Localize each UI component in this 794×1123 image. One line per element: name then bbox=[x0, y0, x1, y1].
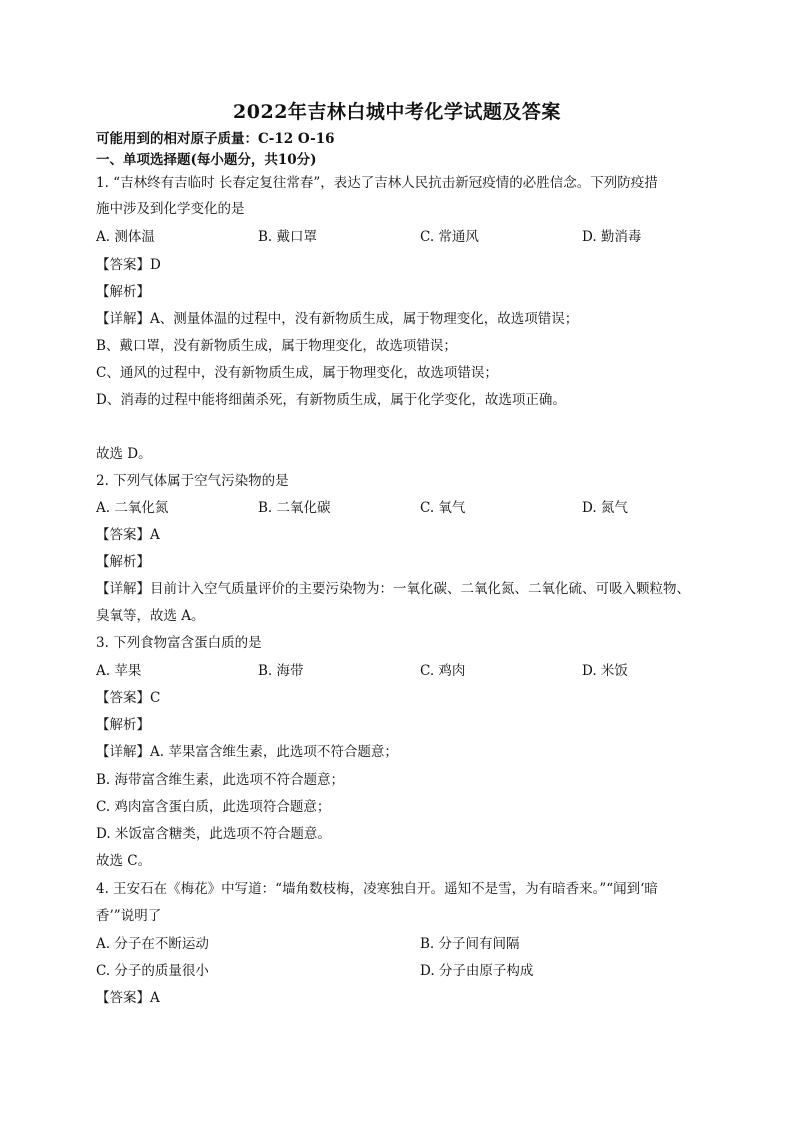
q4-option-b: B. 分子间有间隔 bbox=[420, 936, 520, 952]
q4-option-c: C. 分子的质量很小 bbox=[96, 963, 209, 979]
q2-option-c: C. 氧气 bbox=[420, 500, 466, 516]
q3-conclusion: 故选 C。 bbox=[96, 853, 152, 869]
q3-option-d: D. 米饭 bbox=[582, 663, 628, 679]
q4-answer: 【答案】A bbox=[96, 990, 160, 1006]
q1-option-d: D. 勤消毒 bbox=[582, 229, 642, 245]
q1-option-a: A. 测体温 bbox=[96, 229, 155, 245]
q2-detail-line2: 臭氧等，故选 A。 bbox=[96, 608, 205, 624]
q2-option-b: B. 二氧化碳 bbox=[258, 500, 331, 516]
q1-option-b: B. 戴口罩 bbox=[258, 229, 318, 245]
section-heading: 一、单项选择题(每小题分，共10分) bbox=[96, 152, 317, 168]
q3-detail-line: 【详解】A. 苹果富含维生素，此选项不符合题意； bbox=[96, 744, 398, 760]
q1-stem-line2: 施中涉及到化学变化的是 bbox=[96, 201, 245, 217]
q1-stem-line1: 1. “吉林终有吉临时 长春定复往常春”，表达了吉林人民抗击新冠疫情的必胜信念。下列防疫措 bbox=[96, 175, 658, 191]
atomic-mass-line: 可能用到的相对原子质量：C-12 O-16 bbox=[96, 131, 335, 147]
q1-detail-line: 【详解】A、测量体温的过程中，没有新物质生成，属于物理变化，故选项错误； bbox=[96, 311, 579, 327]
q1-detail-line: C、通风的过程中，没有新物质生成，属于物理变化，故选项错误； bbox=[96, 365, 498, 381]
q3-stem: 3. 下列食物富含蛋白质的是 bbox=[96, 635, 262, 651]
q1-detail-line: B、戴口罩，没有新物质生成，属于物理变化，故选项错误； bbox=[96, 338, 457, 354]
q1-detail-line: D、消毒的过程中能将细菌杀死，有新物质生成，属于化学变化，故选项正确。 bbox=[96, 392, 566, 408]
q2-option-a: A. 二氧化氮 bbox=[96, 500, 169, 516]
q3-analysis-label: 【解析】 bbox=[96, 717, 150, 733]
q4-stem-line2: 香’”说明了 bbox=[96, 908, 162, 924]
q2-stem: 2. 下列气体属于空气污染物的是 bbox=[96, 473, 289, 489]
q3-answer: 【答案】C bbox=[96, 690, 161, 706]
q1-analysis-label: 【解析】 bbox=[96, 284, 150, 300]
q2-answer: 【答案】A bbox=[96, 527, 160, 543]
q2-option-d: D. 氮气 bbox=[582, 500, 628, 516]
q3-detail-line: C. 鸡肉富含蛋白质，此选项符合题意； bbox=[96, 799, 331, 815]
page-title: 2022年吉林白城中考化学试题及答案 bbox=[233, 101, 561, 123]
q1-answer: 【答案】D bbox=[96, 257, 161, 273]
q3-option-c: C. 鸡肉 bbox=[420, 663, 466, 679]
q4-option-d: D. 分子由原子构成 bbox=[420, 963, 534, 979]
q2-detail-line1: 【详解】目前计入空气质量评价的主要污染物为：一氧化碳、二氧化氮、二氧化硫、可吸入颗粒物、 bbox=[96, 581, 690, 597]
q2-analysis-label: 【解析】 bbox=[96, 554, 150, 570]
q1-conclusion: 故选 D。 bbox=[96, 446, 152, 462]
q3-detail-line: B. 海带富含维生素，此选项不符合题意； bbox=[96, 772, 345, 788]
q4-stem-line1: 4. 王安石在《梅花》中写道：“墙角数枝梅，凌寒独自开。遥知不是雪，为有暗香来。”“闻到‘暗 bbox=[96, 881, 658, 897]
q4-option-a: A. 分子在不断运动 bbox=[96, 936, 209, 952]
q3-detail-line: D. 米饭富含糖类，此选项不符合题意。 bbox=[96, 826, 331, 842]
q3-option-b: B. 海带 bbox=[258, 663, 304, 679]
q3-option-a: A. 苹果 bbox=[96, 663, 142, 679]
q1-option-c: C. 常通风 bbox=[420, 229, 479, 245]
